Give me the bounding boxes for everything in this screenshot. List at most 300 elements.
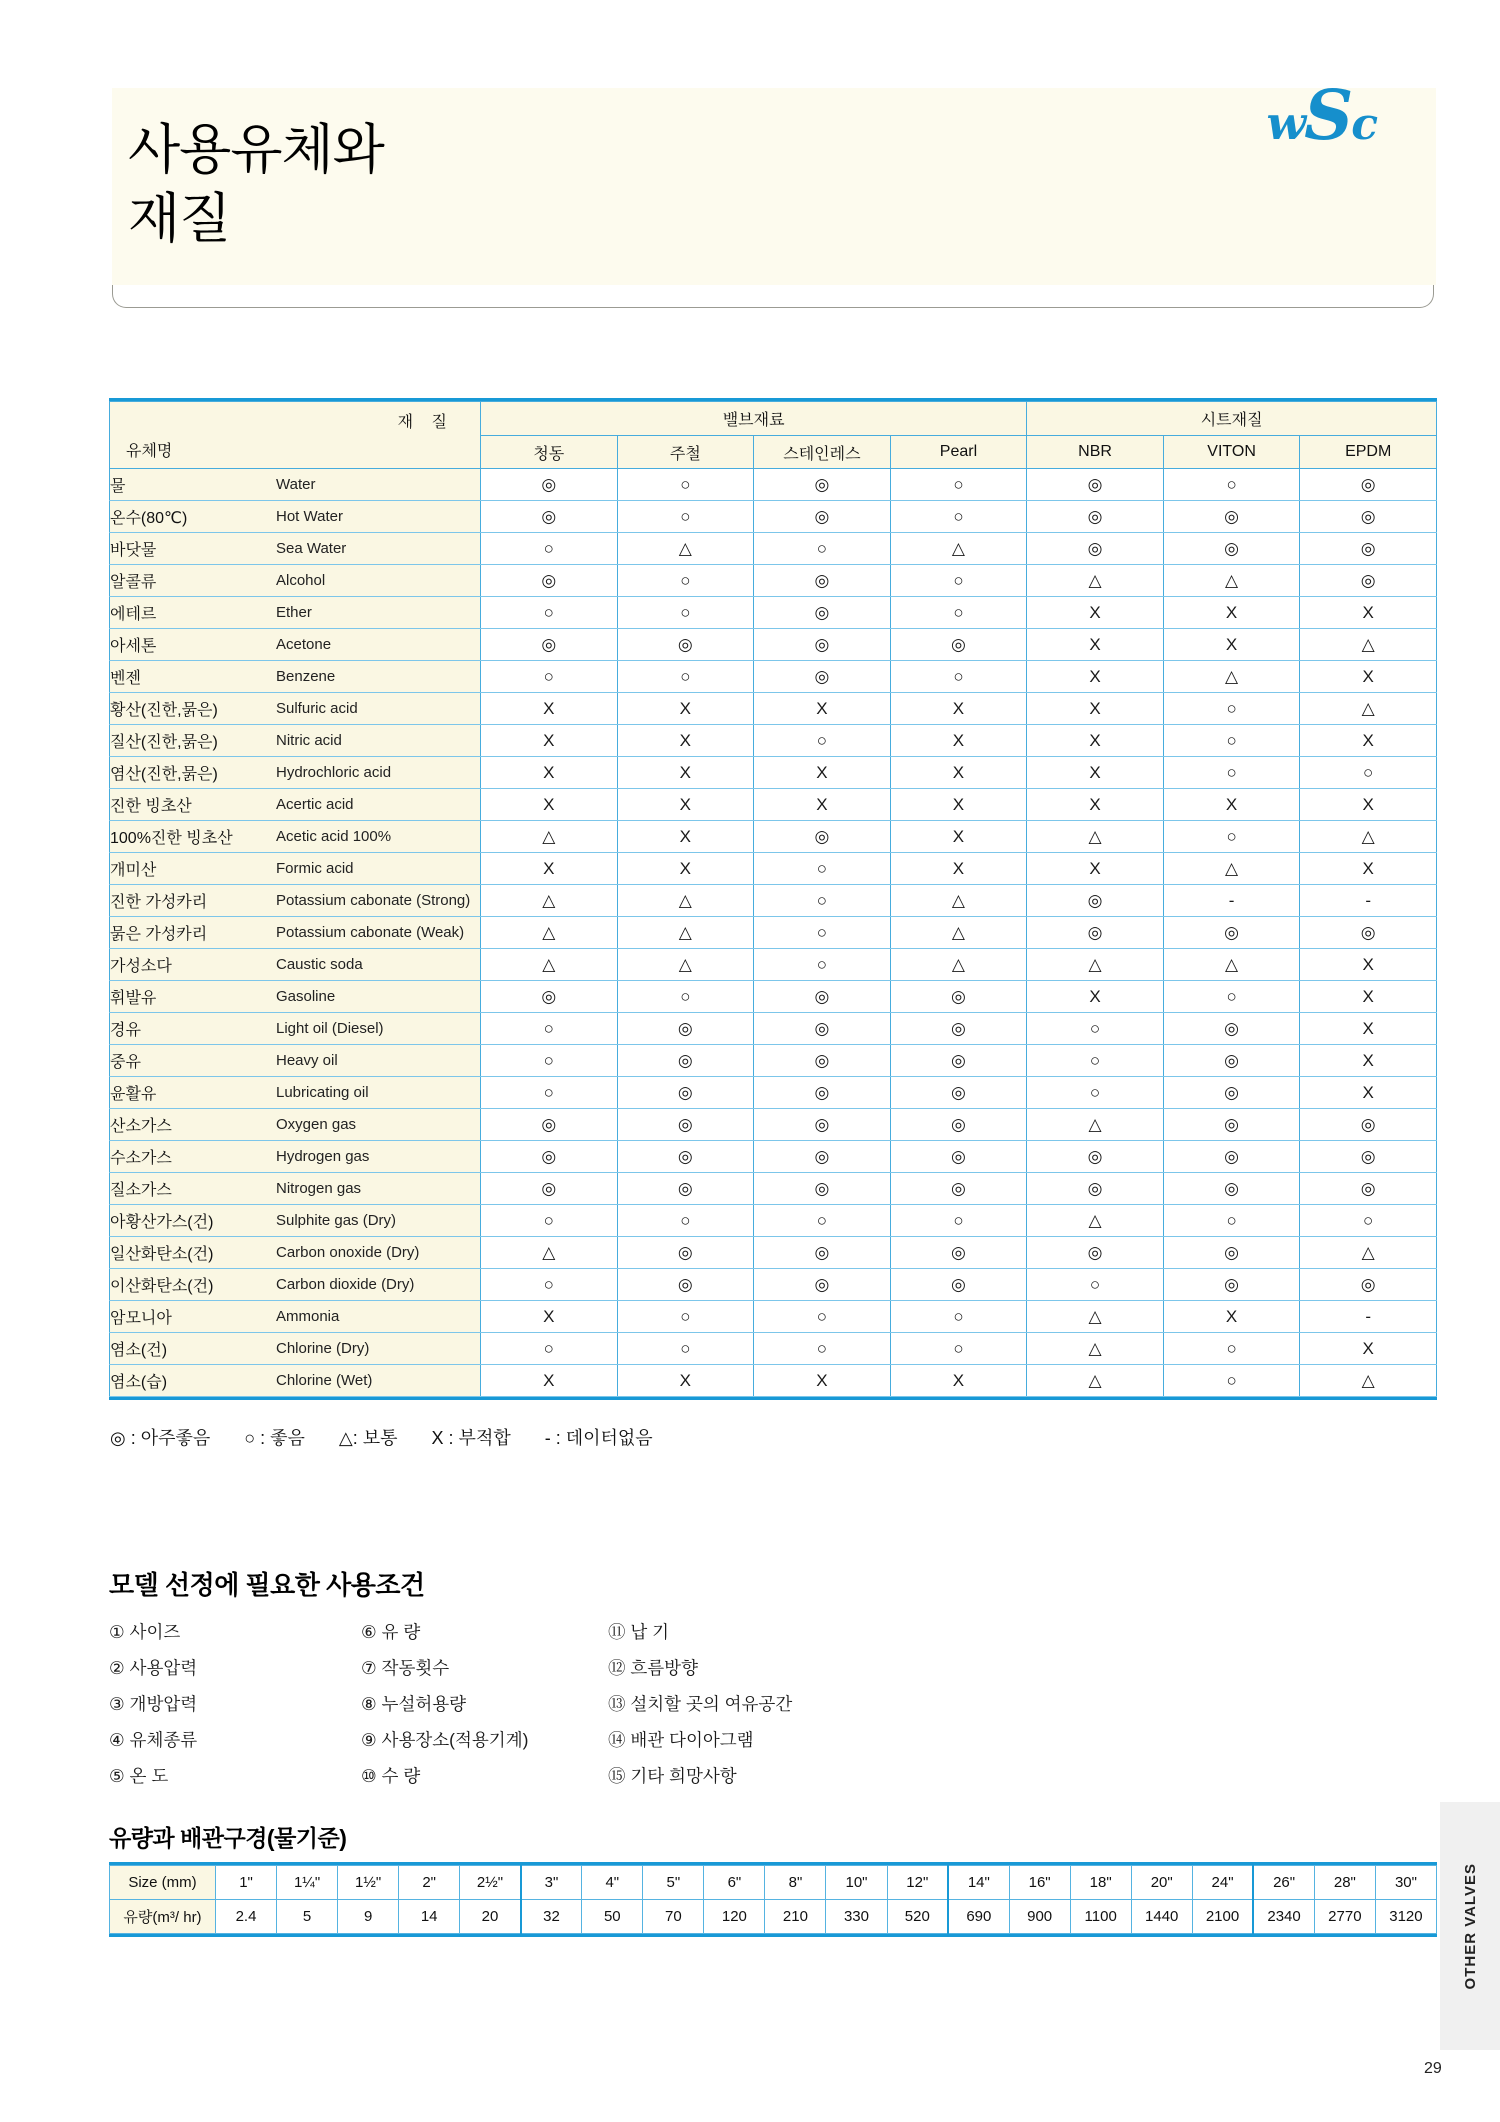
rating-cell: ◎: [1027, 1141, 1164, 1173]
legend-item: X : 부적합: [431, 1428, 511, 1448]
rating-cell: X: [1163, 597, 1300, 629]
fluid-name-cell: [110, 693, 481, 725]
flow-rate-cell: 70: [643, 1900, 704, 1934]
rating-cell: X: [617, 789, 754, 821]
conditions-column-2: [361, 1614, 528, 1794]
rating-cell: ◎: [890, 1269, 1027, 1301]
rating-cell: X: [890, 757, 1027, 789]
rating-cell: X: [617, 1365, 754, 1397]
flow-rate-cell: 1440: [1131, 1900, 1192, 1934]
rating-cell: ◎: [617, 1045, 754, 1077]
fluid-name-english: Acertic acid: [276, 796, 354, 813]
rating-cell: X: [617, 725, 754, 757]
rating-cell: ○: [481, 597, 618, 629]
fluid-name-korean: 아세톤: [110, 638, 157, 655]
rating-cell: ○: [617, 1205, 754, 1237]
fluid-name-cell: [110, 1333, 481, 1365]
flow-size-row: [110, 1866, 1437, 1900]
rating-cell: ◎: [890, 1237, 1027, 1269]
flow-rate-cell: 5: [277, 1900, 338, 1934]
condition-item: ⑤ 온 도: [109, 1766, 169, 1786]
condition-item: ⑥ 유 량: [361, 1622, 421, 1642]
rating-cell: ◎: [754, 1045, 891, 1077]
fluid-name-korean: 에테르: [110, 606, 157, 623]
flow-rate-cell: 2100: [1192, 1900, 1253, 1934]
fluid-name-cell: [110, 725, 481, 757]
fluid-name-korean: 염산(진한,묽은): [110, 766, 218, 783]
seat-material-group-header: 시트재질: [1027, 402, 1437, 436]
rating-cell: ◎: [617, 1077, 754, 1109]
fluid-name-english: Acetone: [276, 636, 332, 653]
flow-rate-row: [110, 1900, 1437, 1934]
rating-cell: ○: [1163, 821, 1300, 853]
pipe-size-cell: 1½": [338, 1866, 399, 1900]
rating-cell: ◎: [617, 1109, 754, 1141]
rating-cell: X: [481, 693, 618, 725]
rating-cell: ◎: [1163, 1269, 1300, 1301]
rating-cell: X: [1163, 629, 1300, 661]
rating-cell: X: [1300, 1013, 1437, 1045]
rating-cell: △: [890, 949, 1027, 981]
rating-cell: ◎: [754, 629, 891, 661]
rating-cell: X: [890, 693, 1027, 725]
flow-rate-cell: 120: [704, 1900, 765, 1934]
rating-cell: ○: [617, 661, 754, 693]
rating-cell: ○: [481, 533, 618, 565]
pipe-size-cell: 6": [704, 1866, 765, 1900]
rating-cell: ◎: [1300, 917, 1437, 949]
rating-cell: △: [481, 1237, 618, 1269]
fluid-name-cell: [110, 533, 481, 565]
pipe-size-cell: 5": [643, 1866, 704, 1900]
fluid-name-korean: 진한 빙초산: [110, 798, 192, 815]
fluid-row: [110, 1077, 1437, 1109]
section-side-tab-label: OTHER VALVES: [1461, 1862, 1479, 1990]
rating-cell: ◎: [1027, 917, 1164, 949]
rating-cell: ◎: [890, 1045, 1027, 1077]
flow-rate-cell: 3120: [1375, 1900, 1436, 1934]
rating-cell: ○: [890, 501, 1027, 533]
rating-cell: △: [1027, 1301, 1164, 1333]
rating-cell: ○: [890, 469, 1027, 501]
fluid-row: [110, 693, 1437, 725]
fluid-name-english: Sulfuric acid: [276, 700, 358, 717]
column-header-pearl: Pearl: [890, 436, 1027, 469]
brand-logo-letter: S: [1304, 76, 1354, 156]
rating-cell: X: [481, 1301, 618, 1333]
fluid-row: [110, 981, 1437, 1013]
conditions-column-1: [109, 1614, 197, 1794]
fluid-name-korean: 윤활유: [110, 1086, 157, 1103]
rating-cell: X: [481, 853, 618, 885]
fluid-name-korean: 암모니아: [110, 1310, 172, 1327]
fluid-name-cell: [110, 1365, 481, 1397]
rating-cell: △: [1300, 693, 1437, 725]
rating-cell: ○: [481, 1333, 618, 1365]
fluid-name-korean: 가성소다: [110, 958, 172, 975]
page-title-line2: 재질: [128, 189, 231, 250]
fluid-name-english: Carbon onoxide (Dry): [276, 1244, 420, 1261]
fluid-name-english: Potassium cabonate (Strong): [276, 892, 471, 909]
fluid-name-korean: 묽은 가성카리: [110, 926, 208, 943]
rating-cell: ○: [1163, 757, 1300, 789]
fluid-name-english: Acetic acid 100%: [276, 828, 392, 845]
fluid-name-korean: 수소가스: [110, 1150, 172, 1167]
rating-cell: ◎: [481, 565, 618, 597]
rating-cell: ◎: [890, 1173, 1027, 1205]
pipe-size-cell: 28": [1314, 1866, 1375, 1900]
brand-logo: [1266, 76, 1378, 156]
rating-cell: △: [1300, 821, 1437, 853]
rating-cell: △: [1027, 1205, 1164, 1237]
fluid-name-cell: [110, 885, 481, 917]
rating-cell: ◎: [1163, 1077, 1300, 1109]
rating-cell: ○: [890, 1333, 1027, 1365]
condition-item: ⑨ 사용장소(적용기계): [361, 1730, 529, 1750]
pipe-size-cell: 30": [1375, 1866, 1436, 1900]
flow-rate-cell: 50: [582, 1900, 643, 1934]
fluid-name-cell: [110, 917, 481, 949]
fluid-name-cell: [110, 629, 481, 661]
rating-cell: ◎: [481, 501, 618, 533]
fluid-name-english: Ammonia: [276, 1308, 340, 1325]
rating-cell: ○: [890, 597, 1027, 629]
rating-cell: ◎: [1300, 1269, 1437, 1301]
fluid-name-korean: 바닷물: [110, 542, 157, 559]
rating-cell: X: [1300, 597, 1437, 629]
fluid-name-korean: 이산화탄소(건): [110, 1278, 214, 1295]
rating-cell: △: [617, 533, 754, 565]
rating-cell: X: [890, 789, 1027, 821]
rating-cell: ○: [617, 1301, 754, 1333]
rating-cell: ○: [617, 1333, 754, 1365]
fluid-row: [110, 725, 1437, 757]
rating-cell: ○: [617, 469, 754, 501]
fluid-name-cell: [110, 1269, 481, 1301]
fluid-row: [110, 1237, 1437, 1269]
rating-cell: ◎: [754, 597, 891, 629]
fluid-name-english: Benzene: [276, 668, 336, 685]
rating-cell: ○: [617, 981, 754, 1013]
rating-cell: X: [1300, 1333, 1437, 1365]
rating-cell: ◎: [1027, 533, 1164, 565]
rating-cell: X: [754, 757, 891, 789]
fluid-name-cell: [110, 821, 481, 853]
fluid-name-cell: [110, 1077, 481, 1109]
rating-cell: ◎: [754, 469, 891, 501]
pipe-size-cell: 2½": [460, 1866, 521, 1900]
rating-cell: X: [481, 757, 618, 789]
condition-item: ② 사용압력: [109, 1658, 198, 1678]
rating-cell: ◎: [754, 661, 891, 693]
rating-cell: ○: [481, 1205, 618, 1237]
rating-cell: ◎: [1163, 1141, 1300, 1173]
fluid-row: [110, 1205, 1437, 1237]
rating-cell: -: [1163, 885, 1300, 917]
fluid-name-english: Carbon dioxide (Dry): [276, 1276, 415, 1293]
fluid-name-korean: 황산(진한,묽은): [110, 702, 218, 719]
rating-cell: -: [1300, 885, 1437, 917]
fluid-row: [110, 821, 1437, 853]
fluid-row: [110, 1333, 1437, 1365]
rating-cell: △: [617, 917, 754, 949]
fluid-name-english: Caustic soda: [276, 956, 363, 973]
rating-cell: ◎: [754, 821, 891, 853]
pipe-size-cell: 16": [1009, 1866, 1070, 1900]
rating-cell: X: [1027, 661, 1164, 693]
fluid-name-korean: 휘발유: [110, 990, 157, 1007]
valve-material-group-header: 밸브재료: [481, 402, 1027, 436]
rating-cell: X: [890, 1365, 1027, 1397]
rating-cell: ◎: [1027, 885, 1164, 917]
fluid-name-cell: [110, 981, 481, 1013]
fluid-name-cell: [110, 565, 481, 597]
flow-rate-cell: 20: [460, 1900, 521, 1934]
rating-cell: △: [481, 885, 618, 917]
fluid-name-korean: 개미산: [110, 862, 157, 879]
rating-cell: ◎: [1163, 1013, 1300, 1045]
rating-cell: X: [1027, 853, 1164, 885]
rating-cell: X: [1027, 725, 1164, 757]
fluid-name-cell: [110, 469, 481, 501]
fluid-name-cell: [110, 949, 481, 981]
rating-cell: X: [1027, 629, 1164, 661]
rating-cell: △: [1027, 565, 1164, 597]
fluid-row: [110, 501, 1437, 533]
fluid-name-english: Formic acid: [276, 860, 354, 877]
rating-cell: -: [1300, 1301, 1437, 1333]
rating-cell: ○: [754, 1333, 891, 1365]
rating-cell: ◎: [754, 1109, 891, 1141]
column-header-bronze: 청동: [481, 436, 618, 469]
corner-fluid-label: 유체명: [126, 443, 173, 460]
rating-cell: ○: [890, 1301, 1027, 1333]
condition-item: ⑭ 배관 다이아그램: [608, 1730, 754, 1750]
rating-cell: △: [890, 917, 1027, 949]
rating-cell: X: [754, 693, 891, 725]
rating-cell: ○: [754, 949, 891, 981]
fluid-name-cell: [110, 1301, 481, 1333]
rating-cell: ◎: [754, 1013, 891, 1045]
rating-cell: △: [617, 885, 754, 917]
compat-corner-cell: [110, 402, 481, 469]
fluid-name-english: Ether: [276, 604, 312, 621]
condition-item: ⑧ 누설허용량: [361, 1694, 467, 1714]
condition-item: ⑩ 수 량: [361, 1766, 421, 1786]
rating-cell: ○: [890, 661, 1027, 693]
pipe-size-cell: 1¼": [277, 1866, 338, 1900]
rating-cell: ○: [1163, 981, 1300, 1013]
fluid-row: [110, 629, 1437, 661]
fluid-name-english: Sulphite gas (Dry): [276, 1212, 397, 1229]
legend: [110, 1424, 653, 1450]
rating-cell: ○: [754, 853, 891, 885]
fluid-row: [110, 533, 1437, 565]
fluid-row: [110, 565, 1437, 597]
pipe-size-cell: 12": [887, 1866, 948, 1900]
rating-cell: ○: [754, 533, 891, 565]
rating-cell: △: [1027, 1333, 1164, 1365]
rating-cell: ○: [617, 565, 754, 597]
condition-item: ③ 개방압력: [109, 1694, 198, 1714]
fluid-name-english: Lubricating oil: [276, 1084, 369, 1101]
rating-cell: ◎: [1163, 533, 1300, 565]
rating-cell: ◎: [1027, 1237, 1164, 1269]
rating-cell: ◎: [481, 1141, 618, 1173]
fluid-row: [110, 853, 1437, 885]
fluid-name-cell: [110, 1045, 481, 1077]
rating-cell: ○: [754, 1205, 891, 1237]
conditions-column-3: [608, 1614, 792, 1794]
fluid-name-cell: [110, 757, 481, 789]
rating-cell: X: [1300, 981, 1437, 1013]
fluid-name-korean: 온수(80℃): [110, 510, 188, 527]
flow-table-heading: 유량과 배관구경(물기준): [109, 1825, 347, 1851]
fluid-name-korean: 경유: [110, 1022, 141, 1039]
rating-cell: X: [1027, 981, 1164, 1013]
rating-cell: X: [1300, 789, 1437, 821]
fluid-name-korean: 중유: [110, 1054, 141, 1071]
pipe-size-cell: 3": [521, 1866, 582, 1900]
rating-cell: △: [1027, 1109, 1164, 1141]
rating-cell: ◎: [617, 1269, 754, 1301]
rating-cell: X: [754, 1365, 891, 1397]
rating-cell: ◎: [1300, 533, 1437, 565]
rating-cell: X: [481, 725, 618, 757]
fluid-name-cell: [110, 1173, 481, 1205]
rating-cell: ◎: [1027, 469, 1164, 501]
fluid-name-korean: 일산화탄소(건): [110, 1246, 214, 1263]
fluid-name-korean: 100%진한 빙초산: [110, 830, 233, 847]
conditions-heading: 모델 선정에 필요한 사용조건: [109, 1570, 425, 1600]
fluid-row: [110, 789, 1437, 821]
rating-cell: X: [1300, 949, 1437, 981]
flow-rate-cell: 900: [1009, 1900, 1070, 1934]
condition-item: ⑦ 작동횟수: [361, 1658, 450, 1678]
rating-cell: ○: [1163, 693, 1300, 725]
size-row-label: Size (mm): [110, 1866, 216, 1900]
page-number: 29: [1424, 2060, 1442, 2077]
rating-cell: ◎: [481, 1109, 618, 1141]
rating-cell: ◎: [617, 1237, 754, 1269]
rating-cell: ◎: [1300, 565, 1437, 597]
fluid-name-korean: 질산(진한,묽은): [110, 734, 218, 751]
fluid-name-cell: [110, 789, 481, 821]
rating-cell: ◎: [890, 1013, 1027, 1045]
flow-rate-cell: 1100: [1070, 1900, 1131, 1934]
fluid-row: [110, 1365, 1437, 1397]
rating-cell: X: [754, 789, 891, 821]
brand-logo-letter: c: [1351, 99, 1378, 150]
rating-cell: X: [1163, 789, 1300, 821]
compat-table-body: [110, 469, 1437, 1397]
rating-cell: △: [617, 949, 754, 981]
compat-group-header-row: [110, 402, 1437, 436]
rating-cell: ◎: [754, 1141, 891, 1173]
rating-cell: ◎: [1300, 1141, 1437, 1173]
rating-cell: X: [617, 821, 754, 853]
rating-cell: △: [1300, 1237, 1437, 1269]
column-header-epdm: EPDM: [1300, 436, 1437, 469]
fluid-name-korean: 염소(건): [110, 1342, 168, 1359]
rating-cell: ◎: [1163, 917, 1300, 949]
fluid-name-cell: [110, 1205, 481, 1237]
condition-item: ⑫ 흐름방향: [608, 1658, 698, 1678]
fluid-row: [110, 597, 1437, 629]
fluid-row: [110, 917, 1437, 949]
rating-cell: X: [1300, 1045, 1437, 1077]
fluid-name-korean: 질소가스: [110, 1182, 172, 1199]
rating-cell: X: [890, 821, 1027, 853]
rating-cell: ◎: [481, 981, 618, 1013]
rating-cell: ◎: [1027, 1173, 1164, 1205]
pipe-size-cell: 4": [582, 1866, 643, 1900]
rating-cell: ◎: [1163, 501, 1300, 533]
rating-cell: ○: [754, 725, 891, 757]
rating-cell: △: [1163, 661, 1300, 693]
fluid-name-korean: 아황산가스(건): [110, 1214, 214, 1231]
rating-cell: ◎: [1163, 1109, 1300, 1141]
fluid-name-english: Chlorine (Dry): [276, 1340, 370, 1357]
legend-item: ◎ : 아주좋음: [110, 1428, 211, 1448]
rating-cell: ◎: [1300, 501, 1437, 533]
rating-cell: ◎: [481, 629, 618, 661]
rating-cell: △: [1027, 821, 1164, 853]
flow-rate-cell: 9: [338, 1900, 399, 1934]
fluid-name-english: Chlorine (Wet): [276, 1372, 373, 1389]
fluid-name-english: Alcohol: [276, 572, 326, 589]
rating-cell: ◎: [617, 629, 754, 661]
rating-cell: ◎: [890, 981, 1027, 1013]
rating-cell: △: [1163, 949, 1300, 981]
rating-cell: X: [617, 757, 754, 789]
rating-cell: ○: [481, 1077, 618, 1109]
fluid-row: [110, 757, 1437, 789]
rating-cell: ◎: [1300, 1109, 1437, 1141]
flow-row-label: 유량(m³/ hr): [110, 1900, 216, 1934]
pipe-size-cell: 14": [948, 1866, 1009, 1900]
rating-cell: ◎: [754, 501, 891, 533]
flow-pipe-size-table: [109, 1862, 1437, 1937]
header-banner: [112, 76, 1436, 285]
fluid-name-english: Sea Water: [276, 540, 347, 557]
rating-cell: ◎: [481, 1173, 618, 1205]
corner-material-label: 재 질: [397, 414, 454, 431]
fluid-name-cell: [110, 1237, 481, 1269]
rating-cell: △: [1027, 1365, 1164, 1397]
flow-rate-cell: 210: [765, 1900, 826, 1934]
rating-cell: ◎: [481, 469, 618, 501]
pipe-size-cell: 10": [826, 1866, 887, 1900]
rating-cell: ○: [617, 501, 754, 533]
pipe-size-cell: 1": [216, 1866, 277, 1900]
rating-cell: △: [481, 821, 618, 853]
fluid-name-korean: 진한 가성카리: [110, 894, 208, 911]
fluid-row: [110, 885, 1437, 917]
fluid-name-english: Oxygen gas: [276, 1116, 357, 1133]
rating-cell: ○: [1163, 1333, 1300, 1365]
fluid-name-cell: [110, 501, 481, 533]
rating-cell: ◎: [1300, 1173, 1437, 1205]
rating-cell: ◎: [1300, 469, 1437, 501]
column-header-viton: VITON: [1163, 436, 1300, 469]
rating-cell: ○: [1163, 469, 1300, 501]
rating-cell: X: [1300, 1077, 1437, 1109]
rating-cell: ○: [481, 1269, 618, 1301]
fluid-row: [110, 661, 1437, 693]
page-title: [128, 116, 384, 254]
rating-cell: ○: [754, 885, 891, 917]
